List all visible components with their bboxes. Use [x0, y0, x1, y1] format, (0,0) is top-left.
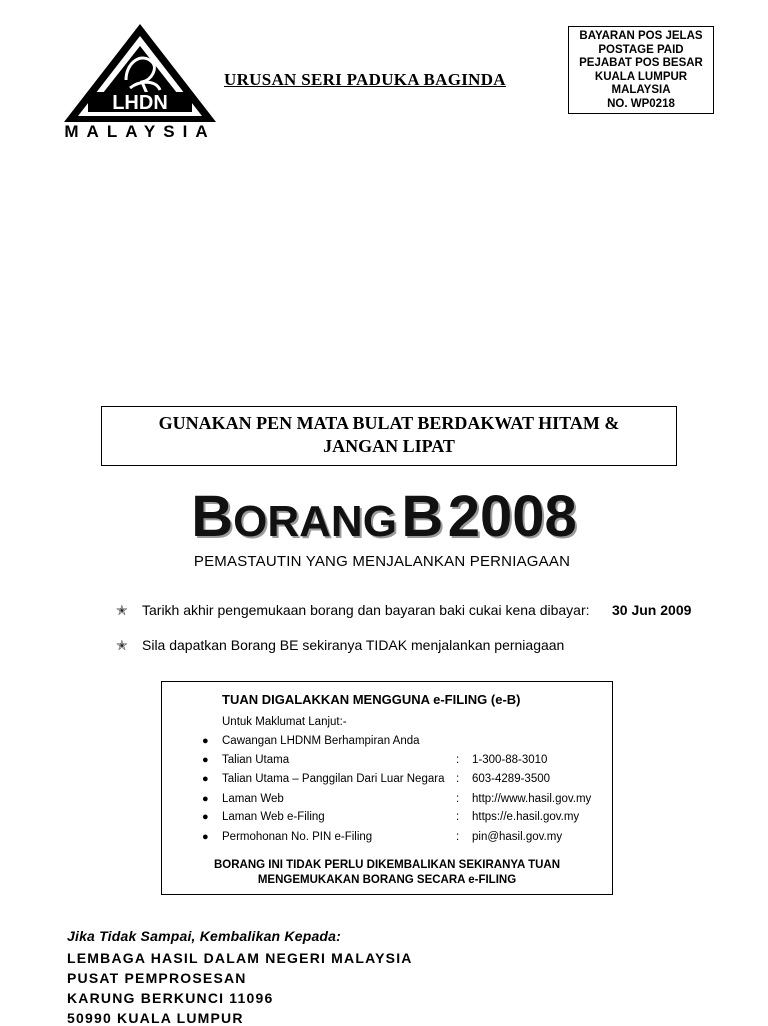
- postage-line: NO. WP0218: [607, 97, 675, 110]
- lhdn-logo: [60, 22, 220, 144]
- efiling-row: [202, 811, 612, 827]
- return-address-line: KARUNG BERKUNCI 11096: [67, 990, 274, 1006]
- deadline-date: 30 Jun 2009: [612, 602, 692, 618]
- postage-line: BAYARAN POS JELAS: [579, 30, 703, 42]
- efiling-subheading: Untuk Maklumat Lanjut:-: [222, 716, 347, 728]
- return-address-line: 50990 KUALA LUMPUR: [67, 1010, 244, 1026]
- efiling-row-label: Talian Utama – Panggilan Dari Luar Negara: [222, 773, 445, 785]
- efiling-row-value[interactable]: pin@hasil.gov.my: [472, 831, 563, 843]
- form-subtitle: PEMASTAUTIN YANG MENJALANKAN PERNIAGAAN: [193, 553, 571, 570]
- efiling-row-value: 603-4289-3500: [472, 773, 551, 785]
- deadline-note: [116, 602, 590, 619]
- postage-line: KUALA LUMPUR: [594, 70, 688, 83]
- instruction-line-1: GUNAKAN PEN MATA BULAT BERDAKWAT HITAM &: [158, 413, 620, 433]
- efiling-row: [202, 754, 612, 770]
- deadline-text: Tarikh akhir pengemukaan borang dan bayaran baki cukai kena dibayar:: [142, 602, 590, 618]
- efiling-row-value: 1-300-88-3010: [472, 754, 548, 766]
- instruction-box: [101, 406, 677, 466]
- bullet-icon: ●: [202, 754, 209, 766]
- efiling-row-label: Talian Utama: [222, 754, 290, 766]
- title-form-letter: B: [401, 484, 444, 549]
- efiling-heading: TUAN DIGALAKKAN MENGGUNA e-FILING (e-B): [222, 692, 521, 707]
- title-initial: B: [191, 484, 234, 549]
- postage-line: MALAYSIA: [611, 84, 671, 96]
- postage-line: POSTAGE PAID: [598, 43, 684, 56]
- efiling-row-label: Permohonan No. PIN e-Filing: [222, 831, 373, 843]
- logo-wordmark: LHDN: [112, 92, 168, 114]
- instruction-line-2: JANGAN LIPAT: [323, 436, 455, 456]
- efiling-row-colon: :: [456, 773, 460, 785]
- postage-paid-box: [568, 26, 714, 114]
- postage-line: PEJABAT POS BESAR: [579, 57, 703, 69]
- efiling-row-colon: :: [456, 793, 460, 805]
- bullet-icon: ●: [202, 735, 209, 747]
- return-address-line: PUSAT PEMPROSESAN: [67, 970, 247, 986]
- logo-country: MALAYSIA: [64, 122, 216, 141]
- bullet-icon: ●: [202, 773, 209, 785]
- be-text: Sila dapatkan Borang BE sekiranya TIDAK menjalankan perniagaan: [142, 637, 565, 653]
- efiling-footer-line-1: BORANG INI TIDAK PERLU DIKEMBALIKAN SEKIRANYA TUAN: [213, 859, 561, 871]
- efiling-row-colon: :: [456, 831, 460, 843]
- star-icon: ✭: [116, 602, 128, 618]
- efiling-row: [202, 793, 612, 809]
- be-note: [116, 637, 564, 654]
- efiling-footer: [162, 858, 612, 888]
- return-address-line: LEMBAGA HASIL DALAM NEGERI MALAYSIA: [67, 950, 413, 966]
- efiling-row: [202, 735, 612, 751]
- urusan-heading: URUSAN SERI PADUKA BAGINDA: [224, 70, 506, 89]
- efiling-box: [161, 681, 613, 895]
- title-year: 2008: [447, 484, 577, 549]
- efiling-row-colon: :: [456, 811, 460, 823]
- efiling-footer-line-2: MENGEMUKAKAN BORANG SECARA e-FILING: [257, 874, 517, 886]
- efiling-row-colon: :: [456, 754, 460, 766]
- efiling-row-value[interactable]: http://www.hasil.gov.my: [472, 793, 592, 805]
- bullet-icon: ●: [202, 811, 209, 823]
- bullet-icon: ●: [202, 793, 209, 805]
- efiling-row-value[interactable]: https://e.hasil.gov.my: [472, 811, 580, 823]
- bullet-icon: ●: [202, 831, 209, 843]
- star-icon: ✭: [116, 637, 128, 653]
- efiling-row-label: Cawangan LHDNM Berhampiran Anda: [222, 735, 420, 747]
- efiling-row-label: Laman Web e-Filing: [222, 811, 325, 823]
- efiling-row: [202, 773, 612, 789]
- form-title: [0, 484, 768, 549]
- return-address-label: Jika Tidak Sampai, Kembalikan Kepada:: [67, 928, 342, 944]
- efiling-row: [202, 831, 612, 847]
- efiling-row-label: Laman Web: [222, 793, 284, 805]
- title-rest: ORANG: [233, 497, 397, 546]
